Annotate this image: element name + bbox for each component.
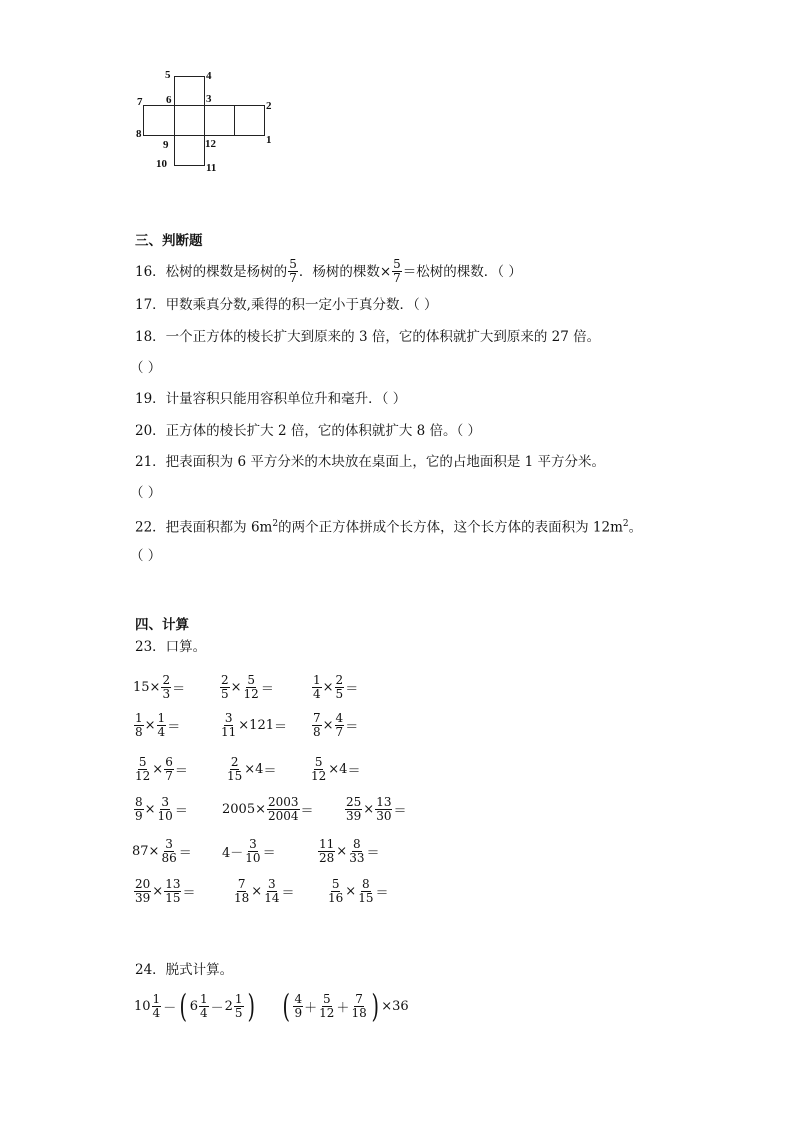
oral-calc-item: $\frac{2}{15}$ ×4 ＝ bbox=[227, 754, 277, 783]
fraction: $\frac{11}{28}$ bbox=[319, 836, 335, 865]
net-bottom-square bbox=[174, 135, 205, 166]
fraction: $\frac{2}{5}$ bbox=[335, 672, 344, 701]
step-calc-1: 10 $\frac{1}{4}$ － ( 6 $\frac{1}{4}$ － 2 $\frac{1}{5}$ ) bbox=[134, 987, 255, 1025]
fraction: $\frac{1}{4}$ bbox=[313, 672, 321, 701]
question-21: 21．把表面积为 6 平方分米的木块放在桌面上，它的占地面积是 1 平方分米。 bbox=[135, 454, 606, 470]
fraction: $\frac{1}{4}$ bbox=[152, 991, 161, 1020]
question-22: 22．把表面积都为 $6m^2$的两个正方体拼成个长方体，这个长方体的表面积为 $12m^2$。 bbox=[135, 519, 643, 536]
fraction: $\frac{5}{12}$ bbox=[135, 754, 151, 783]
fraction: $\frac{7}{8}$ bbox=[313, 710, 321, 739]
fraction: $\frac{7}{18}$ bbox=[351, 991, 367, 1020]
oral-calc-item: $\frac{25}{39}$ × $\frac{13}{30}$ ＝ bbox=[346, 794, 407, 823]
q16-text-b: ．杨树的棵数× bbox=[298, 263, 392, 280]
oral-calc-item: $\frac{1}{4}$ × $\frac{2}{5}$ ＝ bbox=[313, 672, 359, 701]
question-20: 20．正方体的棱长扩大 2 倍，它的体积就扩大 8 倍。（ ） bbox=[135, 423, 482, 439]
oral-calc-item: $\frac{5}{12}$ × $\frac{6}{7}$ ＝ bbox=[135, 754, 188, 783]
net-top-square bbox=[174, 76, 205, 106]
net-label: 1 bbox=[266, 134, 272, 146]
oral-calc-item: $\frac{20}{39}$ × $\frac{13}{15}$ ＝ bbox=[135, 876, 196, 905]
fraction: $\frac{2}{15}$ bbox=[227, 754, 243, 783]
fraction: $\frac{25}{39}$ bbox=[346, 794, 362, 823]
fraction: $\frac{4}{7}$ bbox=[335, 710, 344, 739]
fraction: $\frac{8}{9}$ bbox=[135, 794, 143, 823]
net-label: 12 bbox=[205, 138, 216, 150]
fraction: $\frac{3}{11}$ bbox=[221, 710, 237, 739]
net-label: 10 bbox=[156, 158, 167, 170]
oral-calc-item: $\frac{11}{28}$ × $\frac{8}{33}$ ＝ bbox=[319, 836, 380, 865]
net-label: 4 bbox=[206, 70, 212, 82]
question-17: 17．甲数乘真分数,乘得的积一定小于真分数．（ ） bbox=[135, 297, 438, 313]
fraction: $\frac{2}{5}$ bbox=[221, 672, 229, 701]
net-center-square bbox=[174, 105, 205, 136]
fraction: $\frac{5}{16}$ bbox=[328, 876, 344, 905]
question-16 bbox=[135, 258, 522, 285]
fraction: $\frac{1}{8}$ bbox=[135, 710, 143, 739]
fraction: $\frac{1}{5}$ bbox=[234, 991, 243, 1020]
oral-calc-item: $\frac{8}{9}$ × $\frac{3}{10}$ ＝ bbox=[135, 794, 188, 823]
section-3-title: 三、判断题 bbox=[135, 233, 203, 249]
fraction: $\frac{3}{14}$ bbox=[264, 876, 280, 905]
oral-calc-item: $\frac{7}{18}$ × $\frac{3}{14}$ ＝ bbox=[234, 876, 295, 905]
oral-calc-item: 2005× $\frac{2003}{2004}$ ＝ bbox=[222, 794, 314, 823]
question-18: 18．一个正方体的棱长扩大到原来的 3 倍，它的体积就扩大到原来的 27 倍。 bbox=[135, 329, 601, 345]
question-23: 23．口算。 bbox=[135, 639, 207, 655]
oral-calc-item: $\frac{5}{12}$ ×4 ＝ bbox=[311, 754, 361, 783]
oral-calc-item: 87× $\frac{3}{86}$ ＝ bbox=[132, 836, 192, 865]
net-label: 9 bbox=[163, 139, 169, 151]
q16-text-a: 16．松树的棵数是杨树的 bbox=[135, 263, 288, 280]
fraction: $\frac{8}{33}$ bbox=[349, 836, 365, 865]
fraction: $\frac{20}{39}$ bbox=[135, 876, 151, 905]
net-label: 11 bbox=[206, 162, 217, 174]
fraction: $\frac{3}{10}$ bbox=[157, 794, 173, 823]
section-4-title: 四、计算 bbox=[135, 617, 189, 633]
oral-calc-item: $\frac{7}{8}$ × $\frac{4}{7}$ ＝ bbox=[313, 710, 359, 739]
net-label: 8 bbox=[136, 128, 142, 140]
fraction: $\frac{2003}{2004}$ bbox=[267, 794, 299, 823]
fraction: $\frac{5}{12}$ bbox=[311, 754, 327, 783]
net-label: 6 bbox=[166, 94, 172, 106]
fraction: $\frac{6}{7}$ bbox=[165, 754, 173, 783]
fraction: $\frac{13}{15}$ bbox=[165, 876, 181, 905]
fraction: $\frac{5}{7}$ bbox=[289, 257, 297, 285]
oral-calc-item: 15× $\frac{2}{3}$ ＝ bbox=[133, 672, 186, 701]
net-left-square bbox=[143, 105, 175, 136]
oral-calc-item: $\frac{5}{16}$ × $\frac{8}{15}$ ＝ bbox=[328, 876, 389, 905]
net-label: 2 bbox=[266, 100, 272, 112]
answer-paren-22[interactable]: （ ） bbox=[130, 548, 162, 564]
oral-calc-item: $\frac{2}{5}$ × $\frac{5}{12}$ ＝ bbox=[221, 672, 274, 701]
answer-paren-21[interactable]: （ ） bbox=[130, 485, 162, 501]
fraction: $\frac{1}{4}$ bbox=[157, 710, 166, 739]
net-right2-square bbox=[234, 105, 265, 136]
fraction: $\frac{5}{12}$ bbox=[243, 672, 259, 701]
fraction: $\frac{7}{18}$ bbox=[234, 876, 250, 905]
fraction: $\frac{3}{10}$ bbox=[245, 836, 261, 865]
net-label: 5 bbox=[165, 69, 171, 81]
step-calc-2: ( $\frac{4}{9}$ ＋ $\frac{5}{12}$ ＋ $\frac{7}{18}$ ) ×36 bbox=[282, 987, 409, 1025]
question-19: 19．计量容积只能用容积单位升和毫升．（ ） bbox=[135, 391, 407, 407]
oral-calc-item: 4－ $\frac{3}{10}$ ＝ bbox=[222, 836, 276, 865]
question-24: 24．脱式计算。 bbox=[135, 962, 234, 978]
answer-paren-18[interactable]: （ ） bbox=[130, 360, 162, 376]
fraction: $\frac{5}{12}$ bbox=[319, 991, 335, 1020]
net-label: 3 bbox=[206, 93, 212, 105]
fraction: $\frac{5}{7}$ bbox=[393, 257, 401, 285]
oral-calc-item: $\frac{3}{11}$ ×121 ＝ bbox=[221, 710, 288, 739]
net-right1-square bbox=[204, 105, 235, 136]
fraction: $\frac{4}{9}$ bbox=[294, 991, 303, 1020]
fraction: $\frac{1}{4}$ bbox=[199, 991, 208, 1020]
fraction: $\frac{3}{86}$ bbox=[161, 836, 177, 865]
fraction: $\frac{13}{30}$ bbox=[376, 794, 392, 823]
net-label: 7 bbox=[137, 96, 143, 108]
oral-calc-item: $\frac{1}{8}$ × $\frac{1}{4}$ ＝ bbox=[135, 710, 181, 739]
q16-text-c: ＝松树的棵数．（ ） bbox=[402, 263, 522, 280]
fraction: $\frac{2}{3}$ bbox=[162, 672, 171, 701]
fraction: $\frac{8}{15}$ bbox=[358, 876, 374, 905]
